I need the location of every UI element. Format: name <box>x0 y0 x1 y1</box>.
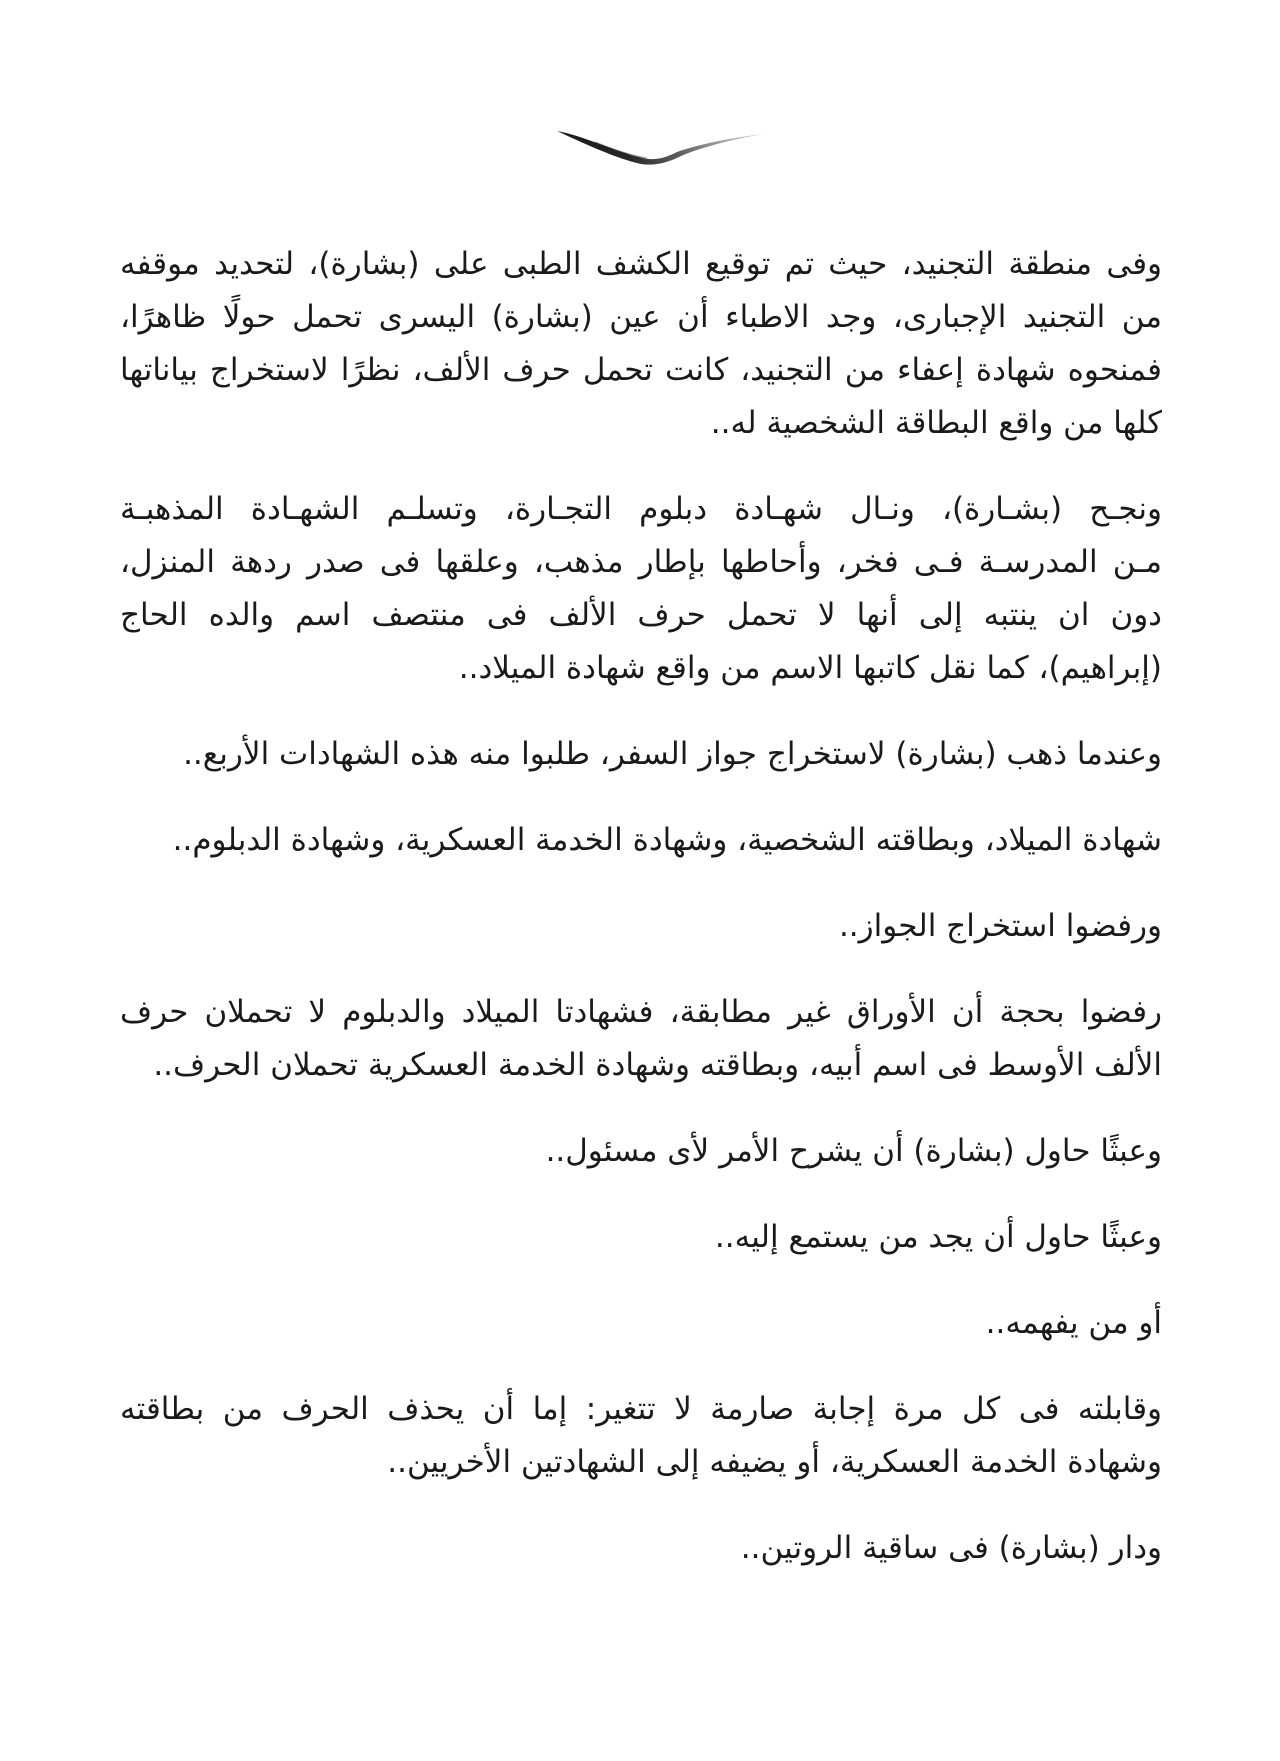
paragraph <box>120 483 1162 695</box>
text-line: وفى منطقة التجنيد، حيث تم توقيع الكشف الطبى على (بشارة)، لتحديد موقفه <box>120 246 1162 282</box>
paragraph <box>120 1211 1162 1264</box>
text-line: رفضوا بحجة أن الأوراق غير مطابقة، فشهادتا الميلاد والدبلوم لا تحملان حرف <box>120 994 1162 1030</box>
text-line: ودار (بشارة) فى ساقية الروتين.. <box>740 1530 1162 1566</box>
text-line: (إبراهيم)، كما نقل كاتبها الاسم من واقع شهادة الميلاد.. <box>458 650 1162 686</box>
text-line: دون ان ينتبه إلى أنها لا تحمل حرف الألف فى منتصف اسم والده الحاج <box>120 597 1162 633</box>
text-line: وعبثًا حاول (بشارة) أن يشرح الأمر لأى مسئول.. <box>545 1133 1162 1169</box>
paragraph <box>120 900 1162 953</box>
story-text <box>120 238 1162 1608</box>
text-line: فمنحوه شهادة إعفاء من التجنيد، كانت تحمل حرف الألف، نظرًا لاستخراج بياناتها <box>120 352 1162 388</box>
paragraph <box>120 986 1162 1092</box>
text-line: الألف الأوسط فى اسم أبيه، وبطاقته وشهادة الخدمة العسكرية تحملان الحرف.. <box>153 1047 1162 1083</box>
paragraph <box>120 1297 1162 1350</box>
text-line: كلها من واقع البطاقة الشخصية له.. <box>710 405 1162 441</box>
paragraph <box>120 1383 1162 1489</box>
paragraph <box>120 728 1162 781</box>
text-line: ونجـح (بشـارة)، ونـال شهـادة دبلوم التجـارة، وتسلـم الشهـادة المذهبـة <box>120 491 1162 527</box>
text-line: وقابلته فى كل مرة إجابة صارمة لا تتغير: إما أن يحذف الحرف من بطاقته <box>120 1391 1162 1427</box>
text-line: مـن المدرسـة فـى فخر، وأحاطها بإطار مذهب، وعلقها فى صدر ردهة المنزل، <box>120 544 1162 580</box>
decorative-brush-stroke-icon <box>555 128 765 168</box>
paragraph <box>120 1125 1162 1178</box>
text-line: شهادة الميلاد، وبطاقته الشخصية، وشهادة الخدمة العسكرية، وشهادة الدبلوم.. <box>172 822 1162 858</box>
text-line: ورفضوا استخراج الجواز.. <box>838 908 1162 944</box>
paragraph <box>120 814 1162 867</box>
text-line: وعندما ذهب (بشارة) لاستخراج جواز السفر، طلبوا منه هذه الشهادات الأربع.. <box>183 736 1162 772</box>
paragraph <box>120 1522 1162 1575</box>
paragraph <box>120 238 1162 450</box>
text-line: أو من يفهمه.. <box>985 1305 1162 1341</box>
text-line: من التجنيد الإجبارى، وجد الاطباء أن عين (بشارة) اليسرى تحمل حولًا ظاهرًا، <box>120 299 1162 335</box>
text-line: وشهادة الخدمة العسكرية، أو يضيفه إلى الشهادتين الأخريين.. <box>387 1444 1162 1480</box>
text-line: وعبثًا حاول أن يجد من يستمع إليه.. <box>714 1219 1162 1255</box>
